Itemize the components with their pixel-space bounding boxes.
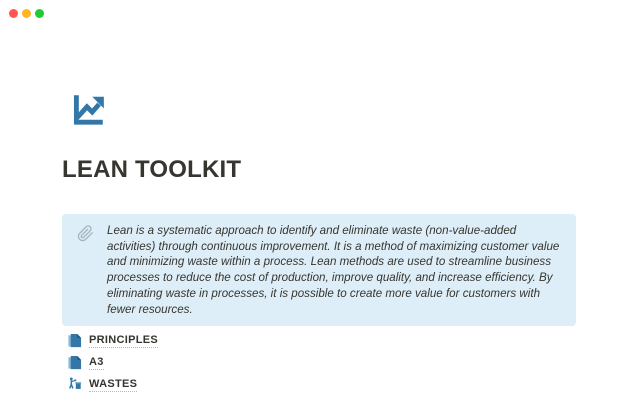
page-title: LEAN TOOLKIT [62,156,242,183]
page-link-principles[interactable] [62,329,158,351]
page-link-a3[interactable] [62,351,158,373]
paperclip-icon [77,225,94,242]
callout-text: Lean is a systematic approach to identify and eliminate waste (non-value-added activities) through continuous improvement. It is a method of maximizing customer value and minimizing waste within a process. Lean methods are used to streamline business processes to reduce the cost of production, improve quality, and increase efficiency. By eliminating waste in processes, it is possible to create more value for customers with fewer resources. [107,224,560,316]
page-link-label[interactable]: PRINCIPLES [89,333,159,346]
page-links-list [62,329,158,395]
page-link-wastes[interactable] [62,373,158,395]
minimize-button[interactable] [22,9,31,18]
window-controls [9,9,44,18]
callout-block [62,214,576,326]
page-link-label[interactable]: WASTES [89,377,138,390]
page-icon [67,355,82,370]
litter-disposal-icon [67,377,82,392]
page-icon [67,333,82,348]
maximize-button[interactable] [35,9,44,18]
close-button[interactable] [9,9,18,18]
page-link-label[interactable]: A3 [89,355,104,368]
line-chart-icon [69,91,107,129]
